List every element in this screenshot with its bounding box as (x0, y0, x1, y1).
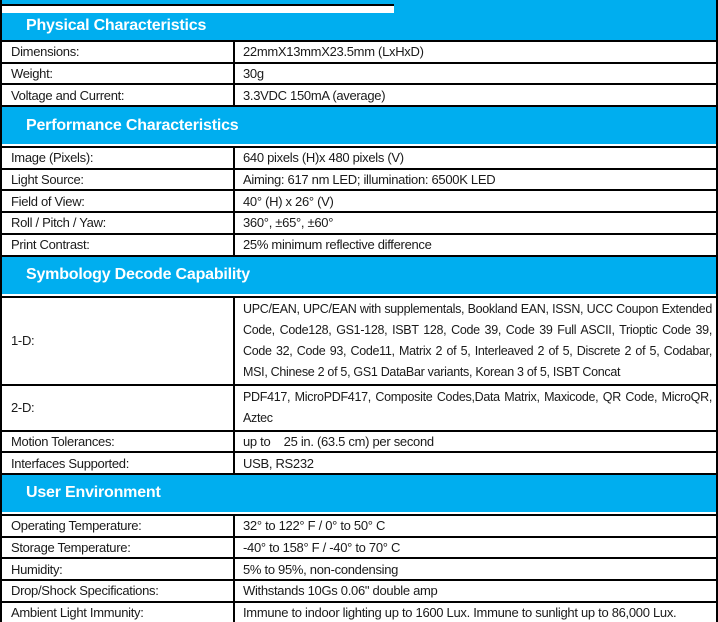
spec-row-field-of-view (2, 191, 716, 213)
spec-value: PDF417, MicroPDF417, Composite Codes,Data Matrix, Maxicode, QR Code, MicroQR, Aztec (243, 389, 712, 425)
spec-row-roll-pitch-yaw (2, 213, 716, 235)
spec-value: 5% to 95%, non-condensing (243, 561, 399, 577)
spec-value: UPC/EAN, UPC/EAN with supplementals, Bookland EAN, ISSN, UCC Coupon Extended Code, Code128, GS1-128, ISBT 128, Code 39, Code 39 Full ASCII, Trioptic Code 39, Code 32, Code 93, Code11, Matrix 2 of 5, Interleaved 2 of 5, Discrete 2 of 5, Codabar, MSI, Chinese 2 of 5, GS1 DataBar variants, Korean 3 of 5, ISBT Concat (243, 301, 712, 379)
spec-label: Field of View: (2, 191, 235, 211)
spec-row-humidity (2, 559, 716, 581)
spec-row-drop-shock (2, 581, 716, 603)
spec-value: -40° to 158° F / -40° to 70° C (243, 539, 401, 555)
spec-value: 40° (H) x 26° (V) (243, 193, 334, 209)
spec-value: 30g (243, 66, 264, 82)
spec-value: Immune to indoor lighting up to 1600 Lux. Immune to sunlight up to 86,000 Lux. (243, 604, 677, 620)
spec-label: 2-D: (2, 386, 235, 430)
spec-value: 25% minimum reflective difference (243, 237, 432, 253)
section-title: Physical Characteristics (26, 16, 207, 34)
spec-label: Interfaces Supported: (2, 453, 235, 473)
top-crop-artifact-gap (2, 6, 394, 13)
spec-label: Drop/Shock Specifications: (2, 581, 235, 601)
spec-row-1d-symbologies (2, 298, 716, 386)
spec-label: Print Contrast: (2, 235, 235, 255)
spec-value: USB, RS232 (243, 455, 314, 471)
spec-label: Motion Tolerances: (2, 432, 235, 452)
spec-label: Roll / Pitch / Yaw: (2, 213, 235, 233)
spec-row-ambient-light-immunity (2, 603, 716, 622)
spec-label: Operating Temperature: (2, 516, 235, 536)
spec-value: up to 25 in. (63.5 cm) per second (243, 433, 434, 449)
spec-row-light-source (2, 170, 716, 192)
spec-label: Dimensions: (2, 42, 235, 62)
spec-row-weight (2, 64, 716, 86)
section-title: Symbology Decode Capability (26, 266, 250, 283)
spec-label: Image (Pixels): (2, 148, 235, 168)
section-title: Performance Characteristics (26, 116, 239, 134)
spec-value: 360°, ±65°, ±60° (243, 215, 334, 231)
spec-label: Light Source: (2, 170, 235, 190)
spec-row-operating-temperature (2, 516, 716, 538)
spec-row-voltage-current (2, 85, 716, 107)
spec-label: Humidity: (2, 559, 235, 579)
spec-row-interfaces-supported (2, 453, 716, 475)
section-header-symbology-decode-capability (2, 257, 716, 294)
spec-value: 22mmX13mmX23.5mm (LxHxD) (243, 44, 424, 60)
section-header-performance-characteristics (2, 107, 716, 144)
spec-label: Voltage and Current: (2, 85, 235, 105)
spec-label: Weight: (2, 64, 235, 84)
spec-row-print-contrast (2, 235, 716, 257)
spec-value: Withstands 10Gs 0.06" double amp (243, 583, 438, 599)
spec-row-motion-tolerances (2, 432, 716, 454)
spec-label: Storage Temperature: (2, 538, 235, 558)
section-header-user-environment (2, 475, 716, 512)
spec-row-dimensions (2, 42, 716, 64)
spec-row-storage-temperature (2, 538, 716, 560)
spec-label: 1-D: (2, 298, 235, 384)
spec-value: 32° to 122° F / 0° to 50° C (243, 518, 386, 534)
spec-value: 3.3VDC 150mA (average) (243, 87, 386, 103)
spec-label: Ambient Light Immunity: (2, 603, 235, 622)
spec-row-image-pixels (2, 148, 716, 170)
spec-value: 640 pixels (H)x 480 pixels (V) (243, 150, 404, 166)
spec-row-2d-symbologies (2, 386, 716, 432)
section-title: User Environment (26, 484, 161, 502)
spec-value: Aiming: 617 nm LED; illumination: 6500K LED (243, 172, 496, 188)
